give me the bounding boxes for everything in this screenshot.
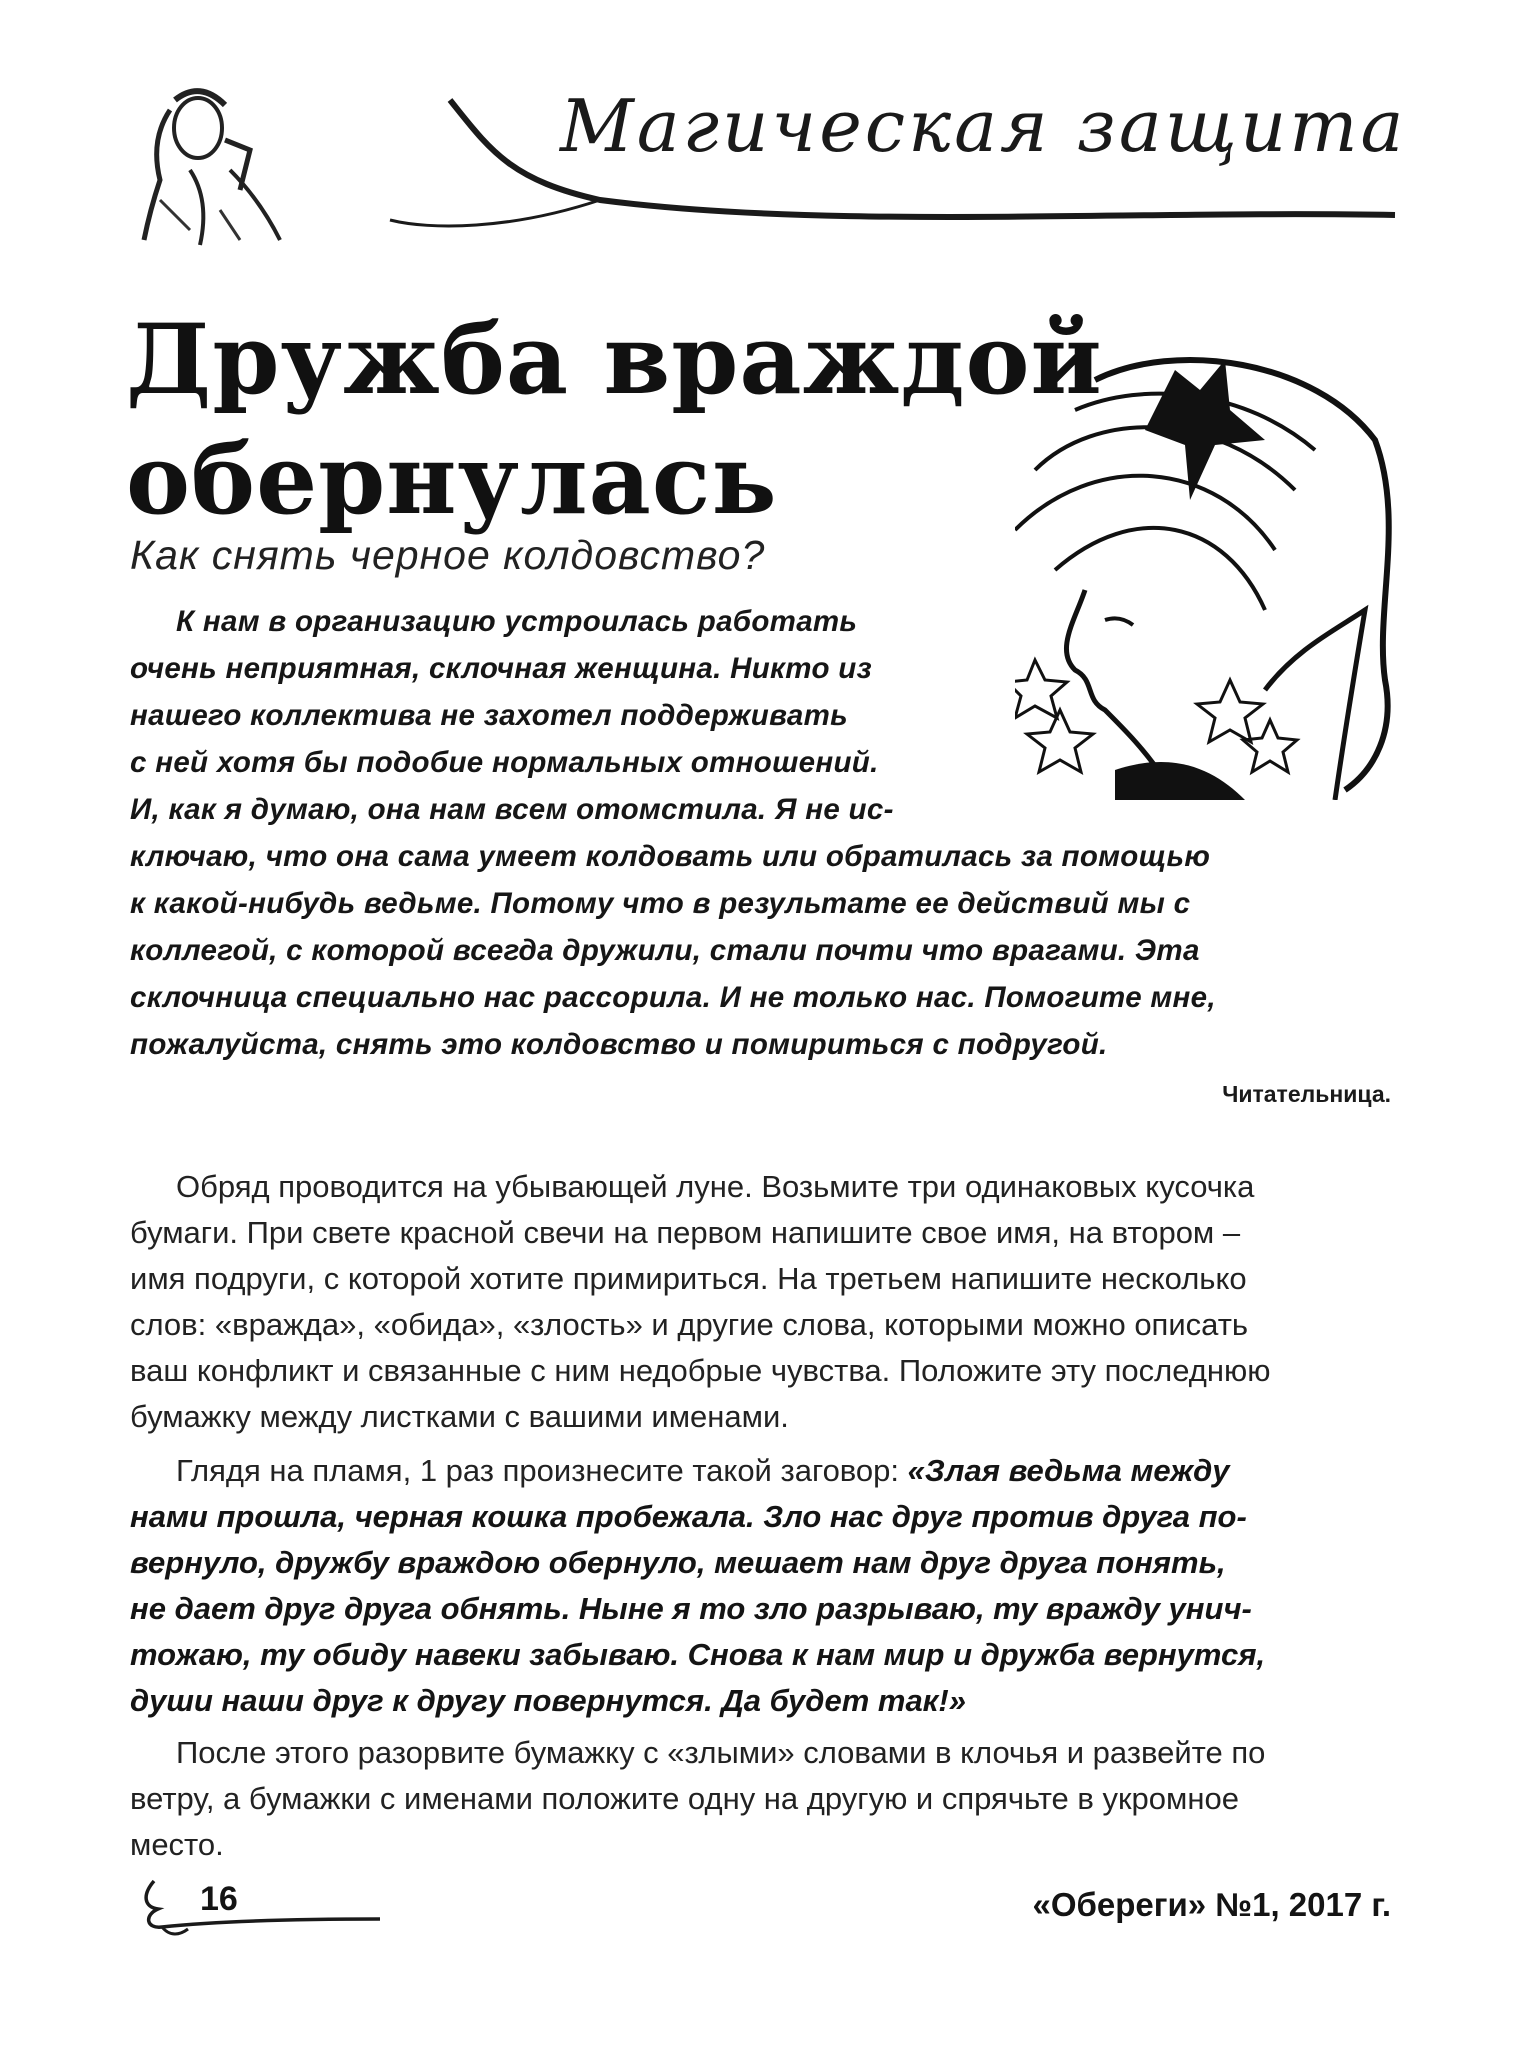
article-subtitle: Как снять черное колдовство? — [130, 532, 766, 578]
letter-line: с ней хотя бы подобие нормальных отношений. — [130, 746, 879, 779]
paragraph-line — [130, 1448, 1392, 1494]
paragraph-line: имя подруги, с которой хотите примириться. На третьем напишите несколько — [130, 1261, 1247, 1296]
letter-line: к какой-нибудь ведьме. Потому что в результате ее действий мы с — [130, 887, 1191, 920]
paragraph-line: Обряд проводится на убывающей луне. Возьмите три одинаковых кусочка — [176, 1169, 1255, 1204]
magazine-issue: «Обереги» №1, 2017 г. — [1032, 1886, 1391, 1923]
letter-signature: Читательница. — [1222, 1081, 1391, 1107]
paragraph-line: ваш конфликт и связанные с ним недобрые чувства. Положите эту последнюю — [130, 1353, 1271, 1388]
letter-line: нашего коллектива не захотел поддерживать — [130, 699, 848, 732]
headline-line: Дружба враждой — [126, 303, 1103, 416]
spell-line: души наши друг к другу повернутся. Да будет так!» — [130, 1683, 966, 1718]
reader-letter — [130, 598, 1392, 1068]
section-header — [130, 80, 1407, 250]
letter-line: ключаю, что она сама умеет колдовать или обратилась за помощью — [130, 840, 1211, 873]
letter-line: И, как я думаю, она нам всем отомстила. Я не ис- — [130, 793, 894, 826]
paragraph-spell — [130, 1448, 1392, 1724]
spell-line: тожаю, ту обиду навеки забываю. Снова к нам мир и дружба вернутся, — [130, 1637, 1266, 1672]
page-number: 16 — [200, 1880, 238, 1918]
section-title: Магическая защита — [560, 84, 1407, 168]
spell-line: не дает друг друга обнять. Ныне я то зло разрываю, ту вражду унич- — [130, 1591, 1252, 1626]
paragraph-line: ветру, а бумажки с именами положите одну на другую и спрячьте в укромное — [130, 1781, 1239, 1816]
paragraph-ritual — [130, 1164, 1392, 1440]
letter-line: склочница специально нас рассорила. И не только нас. Помогите мне, — [130, 981, 1216, 1014]
spell-intro: Глядя на пламя, 1 раз произнесите такой заговор: — [176, 1453, 908, 1488]
paragraph-line: После этого разорвите бумажку с «злыми» словами в клочья и развейте по — [176, 1735, 1266, 1770]
paragraph-line: место. — [130, 1827, 224, 1862]
paragraph-line: бумажку между листками с вашими именами. — [130, 1399, 789, 1434]
spell-line: вернуло, дружбу враждою обернуло, мешает нам друг друга понять, — [130, 1545, 1226, 1580]
article-headline — [126, 300, 1103, 540]
praying-woman-illustration — [130, 80, 290, 250]
paragraph-line: бумаги. При свете красной свечи на первом напишите свое имя, на втором – — [130, 1215, 1241, 1250]
letter-line: коллегой, с которой всегда дружили, стали почти что врагами. Эта — [130, 934, 1200, 967]
headline-line: обернулась — [126, 423, 778, 536]
letter-line: пожалуйста, снять это колдовство и помириться с подругой. — [130, 1028, 1108, 1061]
paragraph-line: слов: «вражда», «обида», «злость» и другие слова, которыми можно описать — [130, 1307, 1249, 1342]
paragraph-after — [130, 1730, 1392, 1868]
letter-line: очень неприятная, склочная женщина. Никто из — [130, 652, 872, 685]
spell-text: «Злая ведьма между — [907, 1453, 1230, 1488]
letter-line: К нам в организацию устроилась работать — [176, 605, 858, 638]
spell-line: нами прошла, черная кошка пробежала. Зло нас друг против друга по- — [130, 1499, 1247, 1534]
footer-swirl-decoration — [140, 1875, 400, 1945]
